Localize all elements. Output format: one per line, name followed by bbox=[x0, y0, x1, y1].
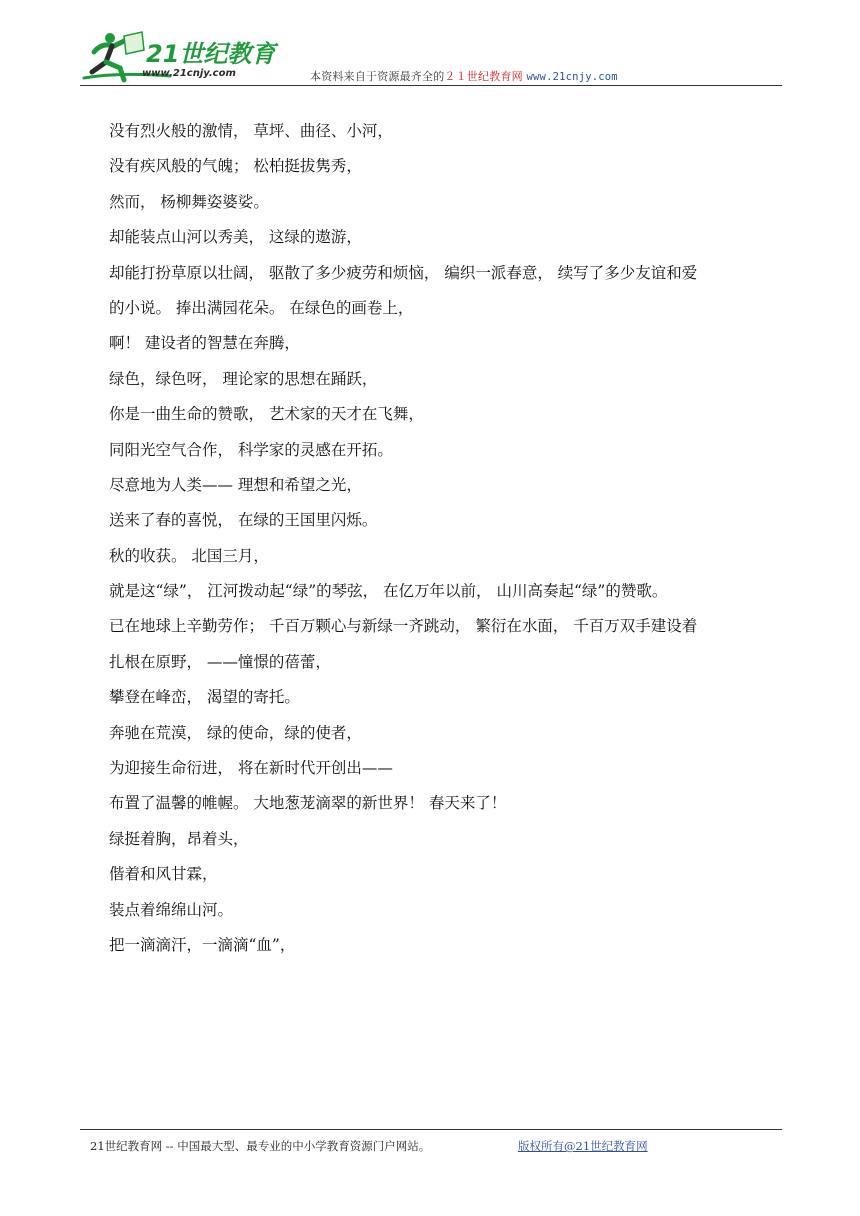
text-line: 就是这“绿”， 江河拨动起“绿”的琴弦， 在亿万年以前， 山川高奏起“绿”的赞歌。 bbox=[109, 582, 668, 601]
text-line: 把一滴滴汗，一滴滴“血”， bbox=[109, 935, 296, 954]
text-line: 同阳光空气合作， 科学家的灵感在开拓。 bbox=[109, 440, 393, 459]
logo-text: 21世纪教育 bbox=[146, 40, 276, 68]
text-line: 布置了温馨的帷幄。 大地葱茏滴翠的新世界！ 春天来了！ bbox=[109, 794, 507, 813]
text-line: 你是一曲生命的赞歌， 艺术家的天才在飞舞， bbox=[109, 405, 424, 424]
text-line: 送来了春的喜悦， 在绿的王国里闪烁。 bbox=[109, 511, 378, 530]
header-note-prefix: 本资料来自于资源最齐全的 bbox=[310, 70, 445, 83]
page-footer bbox=[90, 1138, 648, 1154]
text-line: 扎根在原野， ——憧憬的蓓蕾， bbox=[109, 652, 331, 671]
running-figure-logo-icon bbox=[80, 28, 295, 84]
footer-divider bbox=[80, 1129, 782, 1130]
text-line: 奔驰在荒漠， 绿的使命，绿的使者， bbox=[109, 723, 362, 742]
text-line: 攀登在峰峦， 渴望的寄托。 bbox=[109, 688, 300, 707]
header-note-url[interactable]: www.21cnjy.com bbox=[526, 71, 618, 83]
footer-site-description: 21世纪教育网 -- 中国最大型、最专业的中小学教育资源门户网站。 bbox=[90, 1139, 431, 1153]
text-line: 却能打扮草原以壮阔， 驱散了多少疲劳和烦恼， 编织一派春意， 续写了多少友谊和爱 bbox=[109, 263, 698, 282]
site-logo bbox=[80, 28, 295, 84]
header-note-site: ２１世纪教育网 bbox=[444, 70, 523, 83]
text-line: 绿挺着胸，昂着头， bbox=[109, 829, 249, 848]
text-line: 没有疾风般的气魄； 松柏挺拔隽秀， bbox=[109, 157, 362, 176]
text-line: 偕着和风甘霖， bbox=[109, 865, 218, 884]
text-line: 啊！ 建设者的智慧在奔腾， bbox=[109, 334, 300, 353]
logo-url: www.21cnjy.com bbox=[142, 68, 236, 79]
header-divider bbox=[80, 85, 782, 86]
text-line: 秋的收获。 北国三月， bbox=[109, 546, 269, 565]
text-line: 没有烈火般的激情， 草坪、曲径、小河， bbox=[109, 122, 393, 140]
header-source-note bbox=[310, 68, 618, 84]
text-line: 却能装点山河以秀美， 这绿的遨游， bbox=[109, 228, 362, 247]
text-line: 绿色，绿色呀， 理论家的思想在踊跃， bbox=[109, 369, 378, 388]
text-line: 为迎接生命衍进， 将在新时代开创出—— bbox=[109, 759, 393, 778]
text-line: 已在地球上辛勤劳作； 千百万颗心与新绿一齐跳动， 繁衍在水面， 千百万双手建设着 bbox=[109, 617, 698, 636]
poem-body bbox=[109, 120, 809, 969]
text-line: 装点着绵绵山河。 bbox=[109, 900, 234, 919]
page-header bbox=[80, 28, 782, 86]
text-line: 尽意地为人类—— 理想和希望之光， bbox=[109, 475, 362, 494]
footer-copyright-link[interactable]: 版权所有@21世纪教育网 bbox=[518, 1139, 648, 1153]
text-line: 的小说。 捧出满园花朵。 在绿色的画卷上， bbox=[109, 298, 414, 317]
text-line: 然而， 杨柳舞姿婆娑。 bbox=[109, 192, 269, 211]
